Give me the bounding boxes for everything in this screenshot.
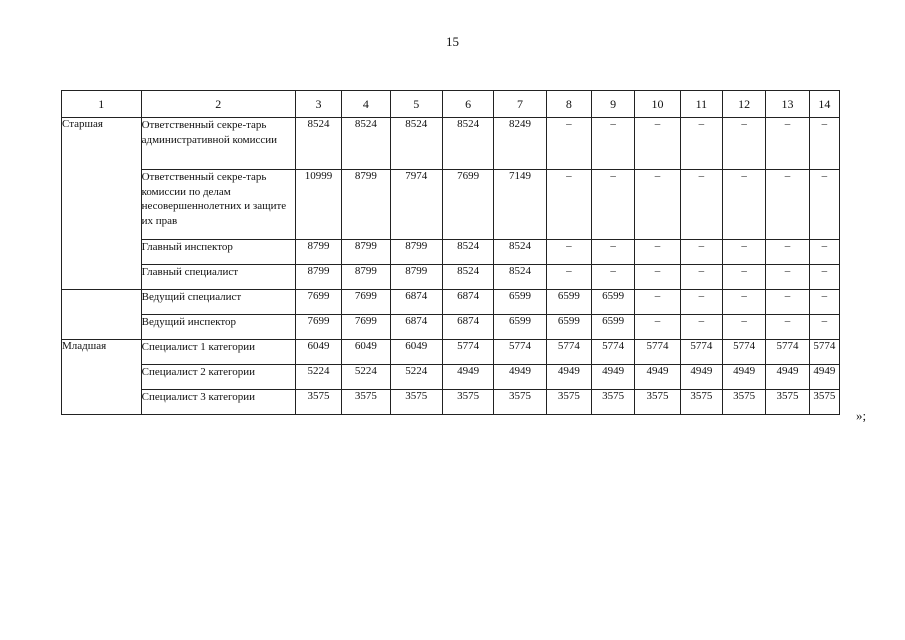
table-row: [62, 265, 840, 290]
value-cell: 7699: [295, 315, 341, 340]
position-cell: Ведущий специалист: [141, 290, 295, 315]
value-cell: 3575: [635, 390, 680, 415]
group-cell: Младшая: [62, 340, 142, 415]
value-cell: –: [680, 265, 722, 290]
value-cell: 8799: [390, 265, 442, 290]
value-cell: –: [809, 265, 839, 290]
value-cell: –: [592, 118, 635, 170]
column-header: 14: [809, 91, 839, 118]
value-cell: –: [809, 240, 839, 265]
value-cell: 5774: [546, 340, 591, 365]
column-header: 13: [766, 91, 809, 118]
value-cell: –: [635, 118, 680, 170]
value-cell: –: [766, 170, 809, 240]
table-row: [62, 340, 840, 365]
value-cell: 3575: [809, 390, 839, 415]
value-cell: 3575: [723, 390, 766, 415]
value-cell: –: [546, 170, 591, 240]
value-cell: 7699: [342, 315, 390, 340]
value-cell: –: [766, 315, 809, 340]
value-cell: 8524: [494, 265, 546, 290]
value-cell: 3575: [592, 390, 635, 415]
value-cell: 7149: [494, 170, 546, 240]
position-cell: Ответственный секре-тарь административной комиссии: [141, 118, 295, 170]
value-cell: –: [546, 240, 591, 265]
value-cell: 4949: [494, 365, 546, 390]
value-cell: 5774: [680, 340, 722, 365]
value-cell: 4949: [723, 365, 766, 390]
value-cell: 8524: [494, 240, 546, 265]
value-cell: –: [723, 170, 766, 240]
salary-table: [61, 90, 840, 415]
value-cell: –: [680, 118, 722, 170]
value-cell: 4949: [809, 365, 839, 390]
value-cell: 3575: [494, 390, 546, 415]
value-cell: –: [680, 315, 722, 340]
value-cell: 7699: [442, 170, 493, 240]
column-header: 5: [390, 91, 442, 118]
value-cell: 7699: [295, 290, 341, 315]
value-cell: –: [723, 118, 766, 170]
column-header: 6: [442, 91, 493, 118]
value-cell: 4949: [442, 365, 493, 390]
column-header: 3: [295, 91, 341, 118]
value-cell: 6049: [295, 340, 341, 365]
value-cell: –: [635, 265, 680, 290]
table-row: [62, 118, 840, 170]
value-cell: –: [546, 118, 591, 170]
table-row: [62, 170, 840, 240]
position-cell: Специалист 3 категории: [141, 390, 295, 415]
position-cell: Специалист 2 категории: [141, 365, 295, 390]
value-cell: 5774: [592, 340, 635, 365]
value-cell: 6599: [546, 315, 591, 340]
value-cell: 5774: [635, 340, 680, 365]
value-cell: 8799: [295, 240, 341, 265]
column-header: 2: [141, 91, 295, 118]
value-cell: 4949: [546, 365, 591, 390]
closing-quote-mark: »;: [856, 408, 867, 423]
value-cell: 5774: [809, 340, 839, 365]
table-header-row: [62, 91, 840, 118]
value-cell: 4949: [592, 365, 635, 390]
value-cell: 8799: [342, 265, 390, 290]
value-cell: –: [766, 118, 809, 170]
position-cell: Ведущий инспектор: [141, 315, 295, 340]
value-cell: 4949: [680, 365, 722, 390]
column-header: 11: [680, 91, 722, 118]
value-cell: 6599: [494, 290, 546, 315]
value-cell: 6049: [390, 340, 442, 365]
value-cell: –: [592, 170, 635, 240]
page-number: 15: [446, 34, 459, 49]
group-cell: [62, 290, 142, 340]
value-cell: 6599: [494, 315, 546, 340]
value-cell: –: [635, 170, 680, 240]
value-cell: 6049: [342, 340, 390, 365]
column-header: 8: [546, 91, 591, 118]
value-cell: 5774: [442, 340, 493, 365]
value-cell: 5774: [766, 340, 809, 365]
value-cell: 3575: [766, 390, 809, 415]
value-cell: 5774: [494, 340, 546, 365]
value-cell: –: [635, 315, 680, 340]
value-cell: 6874: [390, 315, 442, 340]
value-cell: 8799: [295, 265, 341, 290]
position-cell: Главный специалист: [141, 265, 295, 290]
value-cell: 3575: [442, 390, 493, 415]
value-cell: 8799: [342, 170, 390, 240]
position-cell: Специалист 1 категории: [141, 340, 295, 365]
group-cell: Старшая: [62, 118, 142, 290]
value-cell: 3575: [295, 390, 341, 415]
column-header: 12: [723, 91, 766, 118]
table-row: [62, 240, 840, 265]
table-row: [62, 390, 840, 415]
value-cell: 8799: [342, 240, 390, 265]
value-cell: 6874: [442, 290, 493, 315]
value-cell: 3575: [680, 390, 722, 415]
value-cell: –: [723, 240, 766, 265]
value-cell: 8524: [390, 118, 442, 170]
value-cell: 6599: [546, 290, 591, 315]
value-cell: 8799: [390, 240, 442, 265]
value-cell: 6874: [390, 290, 442, 315]
position-cell: Ответственный секре-тарь комиссии по делам несовершеннолетних и защите их прав: [141, 170, 295, 240]
column-header: 10: [635, 91, 680, 118]
value-cell: –: [723, 290, 766, 315]
value-cell: –: [723, 315, 766, 340]
value-cell: –: [809, 170, 839, 240]
value-cell: 3575: [342, 390, 390, 415]
position-cell: Главный инспектор: [141, 240, 295, 265]
value-cell: –: [680, 240, 722, 265]
value-cell: 8249: [494, 118, 546, 170]
value-cell: 7699: [342, 290, 390, 315]
value-cell: 7974: [390, 170, 442, 240]
value-cell: 6599: [592, 315, 635, 340]
value-cell: 3575: [546, 390, 591, 415]
column-header: 7: [494, 91, 546, 118]
value-cell: –: [592, 265, 635, 290]
value-cell: –: [809, 118, 839, 170]
value-cell: 6874: [442, 315, 493, 340]
value-cell: 6599: [592, 290, 635, 315]
value-cell: –: [766, 240, 809, 265]
value-cell: 10999: [295, 170, 341, 240]
column-header: 4: [342, 91, 390, 118]
table-row: [62, 315, 840, 340]
value-cell: –: [680, 290, 722, 315]
value-cell: –: [592, 240, 635, 265]
value-cell: 3575: [390, 390, 442, 415]
value-cell: –: [680, 170, 722, 240]
column-header: 9: [592, 91, 635, 118]
value-cell: 5224: [390, 365, 442, 390]
value-cell: –: [723, 265, 766, 290]
value-cell: 4949: [766, 365, 809, 390]
table-body: [62, 91, 840, 415]
value-cell: –: [809, 315, 839, 340]
value-cell: 5224: [295, 365, 341, 390]
value-cell: –: [766, 290, 809, 315]
value-cell: 5224: [342, 365, 390, 390]
table-row: [62, 290, 840, 315]
value-cell: 8524: [442, 118, 493, 170]
value-cell: 8524: [442, 265, 493, 290]
value-cell: –: [635, 290, 680, 315]
value-cell: –: [809, 290, 839, 315]
value-cell: 8524: [442, 240, 493, 265]
table-row: [62, 365, 840, 390]
value-cell: 4949: [635, 365, 680, 390]
value-cell: –: [546, 265, 591, 290]
value-cell: 8524: [295, 118, 341, 170]
value-cell: –: [635, 240, 680, 265]
column-header: 1: [62, 91, 142, 118]
value-cell: 8524: [342, 118, 390, 170]
value-cell: 5774: [723, 340, 766, 365]
value-cell: –: [766, 265, 809, 290]
